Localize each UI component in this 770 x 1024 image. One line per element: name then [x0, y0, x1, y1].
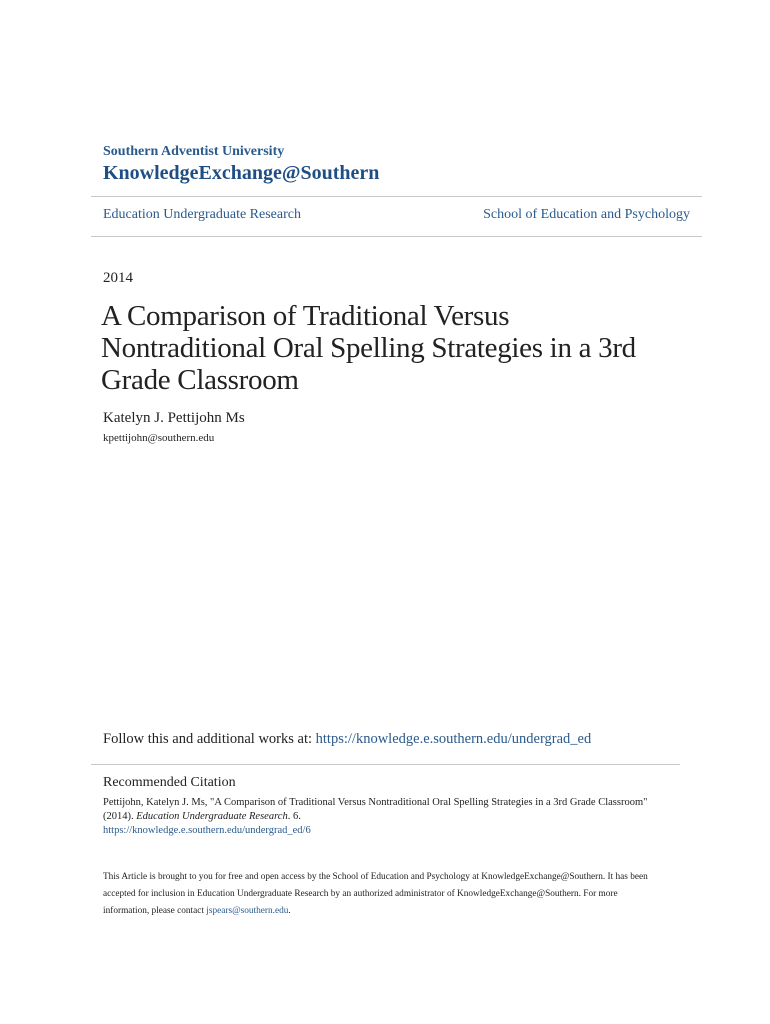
citation-body: Pettijohn, Katelyn J. Ms, "A Comparison of Traditional Versus Nontraditional Oral Spelling Strategies in a 3rd Grade Classroom" (2014). [103, 797, 648, 822]
follow-label: Follow this and additional works at: [103, 731, 316, 747]
citation-url-link[interactable]: https://knowledge.e.southern.edu/undergrad_ed/6 [103, 825, 311, 836]
collection-link[interactable]: Education Undergraduate Research [103, 207, 301, 222]
university-name: Southern Adventist University [103, 144, 285, 159]
repository-name: KnowledgeExchange@Southern [103, 162, 380, 184]
divider-citation [91, 764, 680, 765]
follow-url-link[interactable]: https://knowledge.e.southern.edu/undergrad_ed [315, 731, 592, 747]
contact-email-link[interactable]: jspears@southern.edu [206, 906, 289, 916]
department-link[interactable]: School of Education and Psychology [483, 207, 690, 222]
publication-year: 2014 [103, 270, 133, 286]
author-name: Katelyn J. Pettijohn Ms [103, 410, 245, 426]
follow-line [103, 731, 591, 748]
citation-number: . 6. [287, 811, 301, 822]
access-notice [103, 869, 663, 920]
divider-top [91, 196, 702, 197]
citation-series: Education Undergraduate Research [136, 811, 288, 822]
citation-text [103, 796, 663, 838]
citation-heading: Recommended Citation [103, 775, 236, 790]
author-email: kpettijohn@southern.edu [103, 432, 215, 444]
divider-header [91, 236, 702, 237]
notice-end: . [288, 906, 291, 916]
notice-text: This Article is brought to you for free and open access by the School of Education and Psychology at KnowledgeExchange@Southern. It has been accepted for inclusion in Education Undergraduate Research by an authorized administrator of KnowledgeExchange@Southern. For more information, please contact [103, 872, 648, 916]
article-title: A Comparison of Traditional Versus Nontraditional Oral Spelling Strategies in a 3rd Grade Classroom [101, 300, 636, 396]
